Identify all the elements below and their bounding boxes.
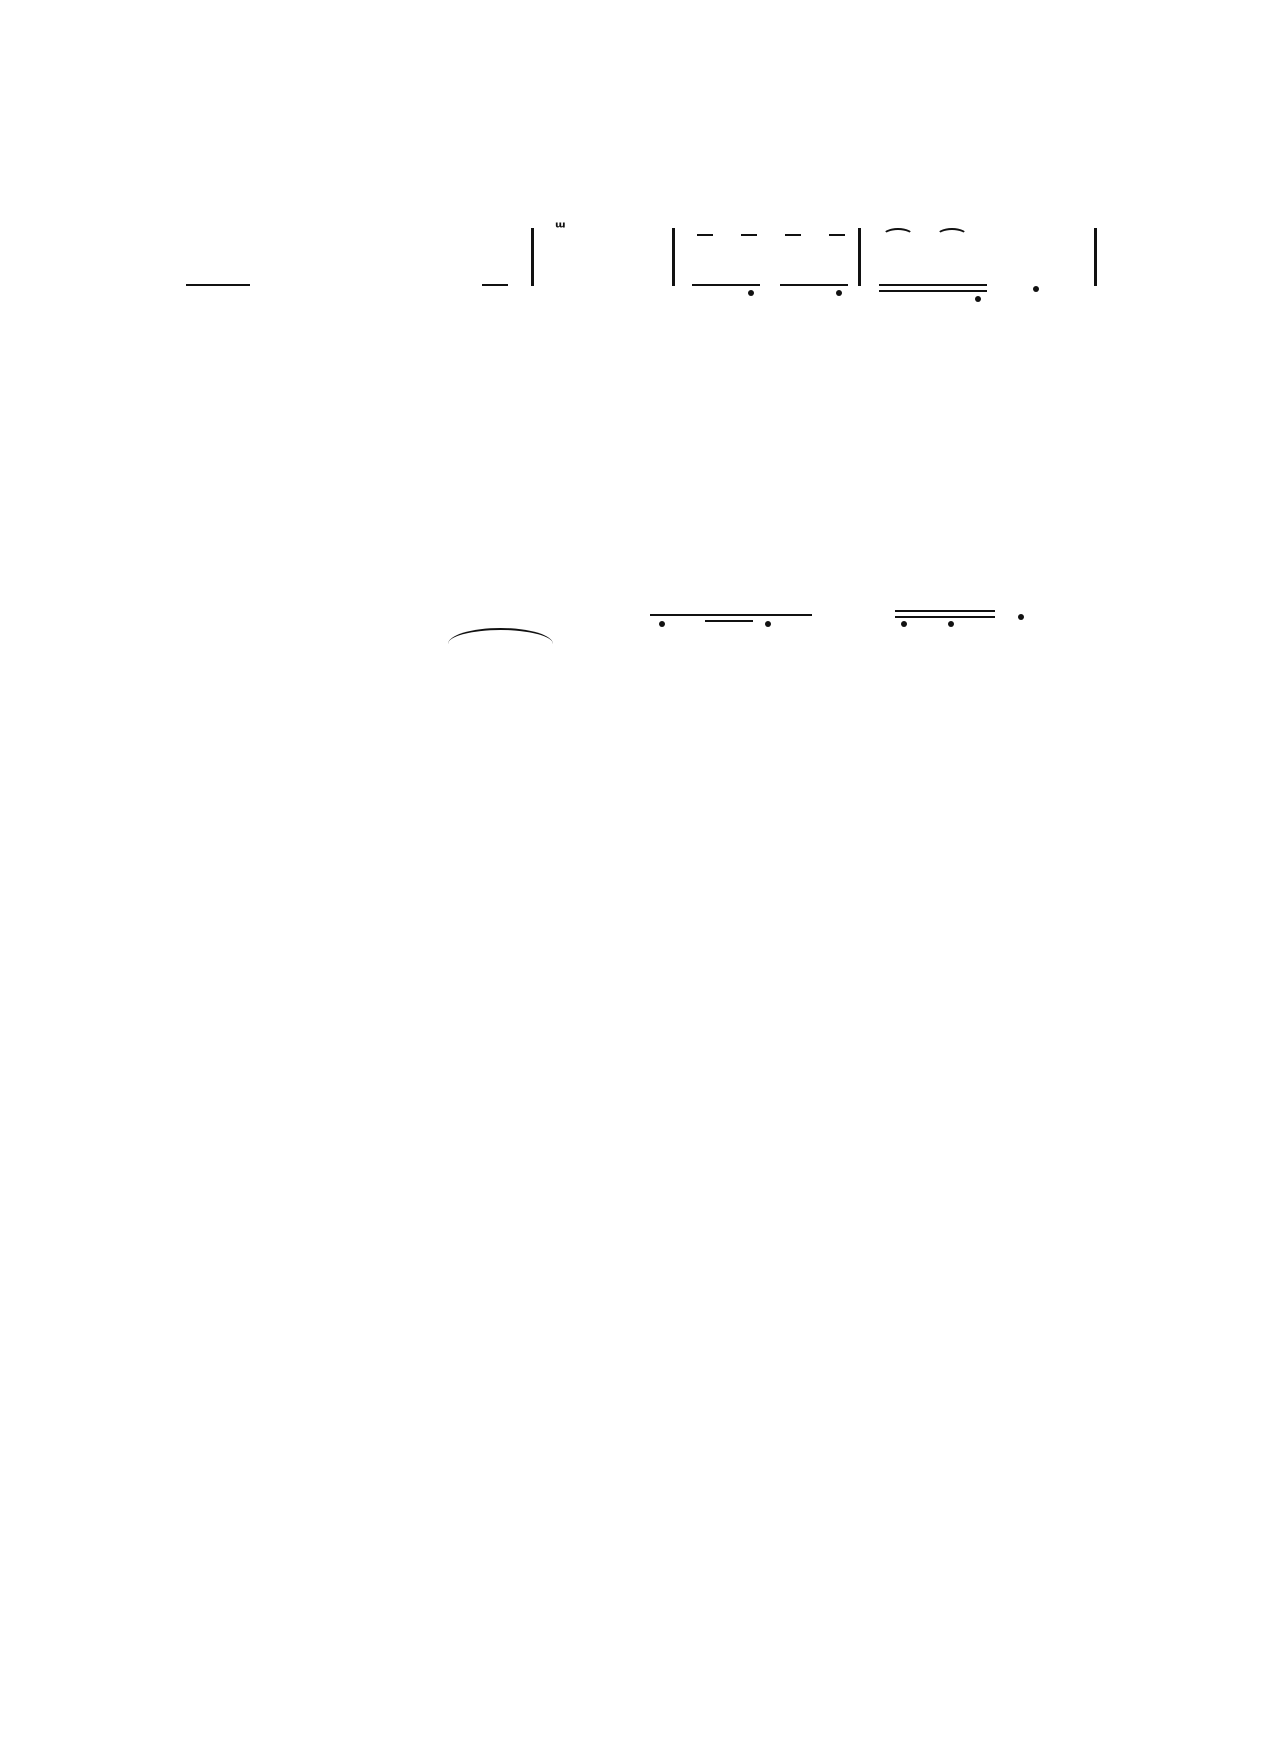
mordent-icon: ᵚ <box>555 218 566 237</box>
underline <box>186 284 250 286</box>
overline <box>741 234 757 236</box>
underline <box>482 284 508 286</box>
barline <box>531 228 534 286</box>
tie <box>448 628 553 644</box>
lower-octave-dot <box>1018 614 1024 620</box>
underline <box>780 284 848 286</box>
underline <box>895 616 995 618</box>
barline <box>1094 228 1097 286</box>
underline <box>879 284 987 286</box>
underline <box>895 610 995 612</box>
underline <box>650 614 812 616</box>
overline <box>829 234 845 236</box>
lower-octave-dot <box>1033 286 1039 292</box>
lower-octave-dot <box>975 296 981 302</box>
barline <box>858 228 861 286</box>
lower-octave-dot <box>901 621 907 627</box>
overline <box>697 234 713 236</box>
slur <box>882 228 914 244</box>
lower-octave-dot <box>748 290 754 296</box>
underline <box>879 290 987 292</box>
barline <box>672 228 675 286</box>
lower-octave-dot <box>836 290 842 296</box>
overline <box>785 234 801 236</box>
lower-octave-dot <box>659 621 665 627</box>
slur <box>936 228 968 244</box>
lower-octave-dot <box>948 621 954 627</box>
underline <box>692 284 760 286</box>
underline <box>705 620 753 622</box>
lower-octave-dot <box>765 621 771 627</box>
